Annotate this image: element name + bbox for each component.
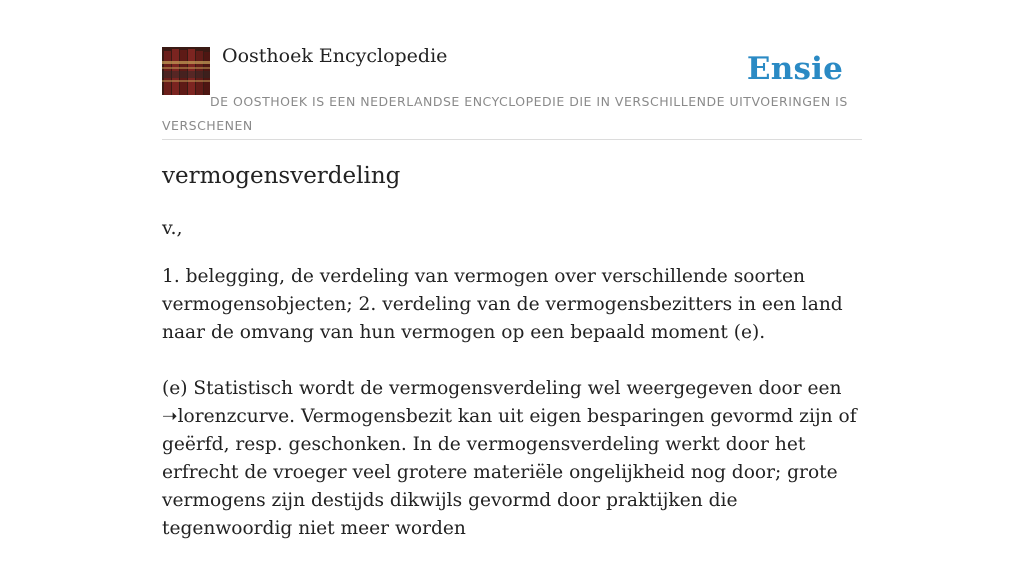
entry-grammar: v., bbox=[162, 217, 183, 239]
lorenzcurve-link[interactable]: ➝lorenzcurve bbox=[162, 406, 290, 427]
header bbox=[162, 0, 862, 140]
entry-body bbox=[162, 263, 862, 571]
encyclopedia-books-icon bbox=[162, 47, 210, 95]
entry-definition: 1. belegging, de verdeling van vermogen over verschillende soorten vermogensobjecten; 2. verdeling van de vermogensbezitters in een land naar de omvang van hun vermogen op een bepaald moment (e). bbox=[162, 266, 843, 343]
avatar[interactable] bbox=[162, 47, 210, 95]
entry-note-start: (e) Statistisch wordt de vermogensverdeling wel weergegeven door een bbox=[162, 378, 842, 399]
entry-note-end: . Vermogensbezit kan uit eigen besparingen gevormd zijn of geërfd, resp. geschonken. In de vermogensverdeling werkt door het erfrecht de vroeger veel grotere materiële ongelijkheid nog door; grote vermogens zijn destijds dikwijls gevormd door praktijken die tegenwoordig niet meer worden bbox=[162, 406, 857, 539]
source-tagline: DE OOSTHOEK IS EEN NEDERLANDSE ENCYCLOPEDIE DIE IN VERSCHILLENDE UITVOERINGEN IS VERSCHENEN bbox=[162, 94, 848, 133]
entry-note bbox=[162, 375, 862, 543]
page-container bbox=[162, 0, 862, 539]
source-name[interactable]: Oosthoek Encyclopedie bbox=[222, 45, 448, 67]
entry-title: vermogensverdeling bbox=[162, 163, 401, 189]
brand-logo-link[interactable]: Ensie bbox=[746, 51, 843, 87]
